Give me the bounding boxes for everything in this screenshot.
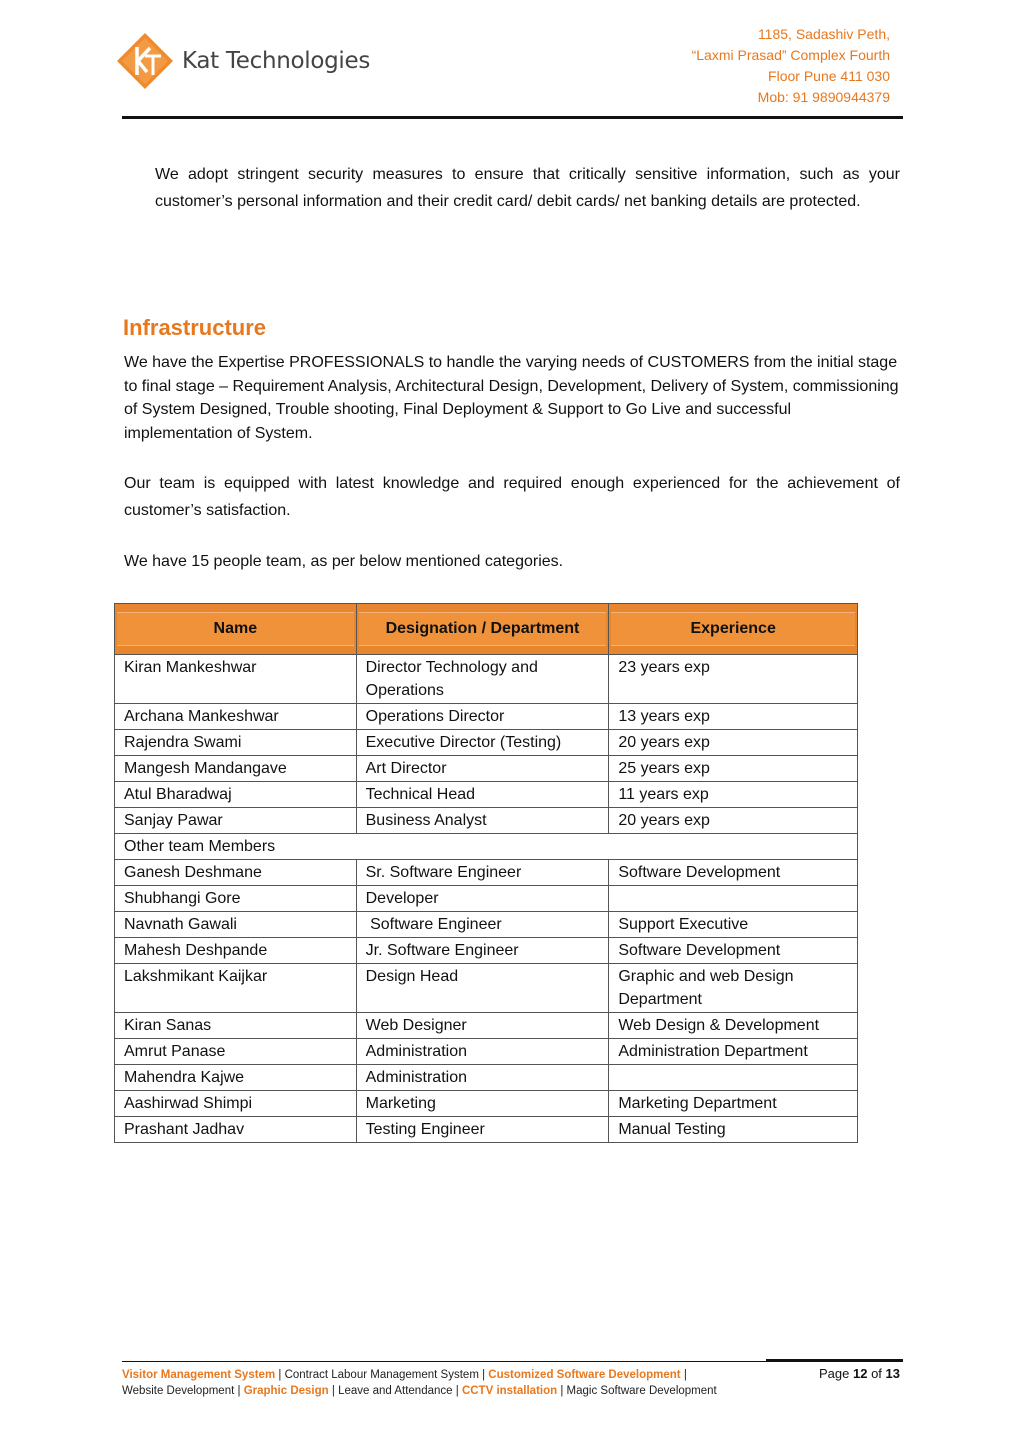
cell-experience: Graphic and web Design Department bbox=[609, 964, 858, 1013]
cell-designation: Director Technology and Operations bbox=[356, 655, 609, 704]
team-paragraph: Our team is equipped with latest knowledge and required enough experienced for the achievement of customer’s satisfaction. bbox=[124, 475, 900, 519]
kat-logo-icon bbox=[116, 32, 174, 90]
table-row bbox=[115, 1013, 858, 1039]
cell-name: Rajendra Swami bbox=[115, 730, 357, 756]
cell-name: Kiran Mankeshwar bbox=[115, 655, 357, 704]
table-row bbox=[115, 1091, 858, 1117]
header-experience: Experience bbox=[609, 604, 858, 655]
cell-name: Ganesh Deshmane bbox=[115, 860, 357, 886]
security-paragraph: We adopt stringent security measures to ensure that critically sensitive information, such as your customer’s personal information and their credit card/ debit cards/ net banking details are protected. bbox=[155, 166, 900, 210]
cell-name: Shubhangi Gore bbox=[115, 886, 357, 912]
other-members-label: Other team Members bbox=[115, 834, 858, 860]
table-header-row bbox=[115, 604, 858, 655]
cell-designation: Administration bbox=[356, 1039, 609, 1065]
cell-experience: Administration Department bbox=[609, 1039, 858, 1065]
footer-service: Customized Software Development bbox=[488, 1369, 681, 1381]
cell-experience: Support Executive bbox=[609, 912, 858, 938]
cell-designation: Technical Head bbox=[356, 782, 609, 808]
footer-service: Magic Software Development bbox=[566, 1385, 717, 1397]
table-row bbox=[115, 1065, 858, 1091]
table-row bbox=[115, 730, 858, 756]
table-row bbox=[115, 912, 858, 938]
cell-experience: Software Development bbox=[609, 938, 858, 964]
cell-name: Atul Bharadwaj bbox=[115, 782, 357, 808]
cell-name: Navnath Gawali bbox=[115, 912, 357, 938]
header-designation: Designation / Department bbox=[356, 604, 609, 655]
table-row bbox=[115, 782, 858, 808]
cell-designation: Developer bbox=[356, 886, 609, 912]
cell-designation: Art Director bbox=[356, 756, 609, 782]
cell-name: Amrut Panase bbox=[115, 1039, 357, 1065]
cell-designation: Executive Director (Testing) bbox=[356, 730, 609, 756]
cell-designation: Jr. Software Engineer bbox=[356, 938, 609, 964]
cell-name: Lakshmikant Kaijkar bbox=[115, 964, 357, 1013]
team-size-paragraph: We have 15 people team, as per below mentioned categories. bbox=[124, 553, 564, 570]
address-line: Floor Pune 411 030 bbox=[768, 68, 890, 84]
cell-name: Aashirwad Shimpi bbox=[115, 1091, 357, 1117]
other-members-row bbox=[115, 834, 858, 860]
cell-experience bbox=[609, 1065, 858, 1091]
footer-services bbox=[122, 1367, 762, 1399]
cell-name: Archana Mankeshwar bbox=[115, 704, 357, 730]
cell-experience: 20 years exp bbox=[609, 808, 858, 834]
infrastructure-paragraph: We have the Expertise PROFESSIONALS to handle the varying needs of CUSTOMERS from the initial stage to final stage – Requirement Analysis, Architectural Design, Development, Delivery of System, commissioning of System Designed, Trouble shooting, Final Deployment & Support to Go Live and successful implementation of System. bbox=[124, 354, 899, 442]
current-page: 12 bbox=[852, 1366, 868, 1381]
table-row bbox=[115, 886, 858, 912]
footer-line-2: Website Development | Graphic Design | Leave and Attendance | CCTV installation | Magic Software Development bbox=[122, 1385, 717, 1397]
cell-designation: Business Analyst bbox=[356, 808, 609, 834]
footer-divider bbox=[122, 1361, 766, 1362]
company-logo bbox=[116, 32, 370, 90]
address-line: Mob: 91 9890944379 bbox=[757, 89, 890, 105]
cell-experience: 11 years exp bbox=[609, 782, 858, 808]
cell-experience: 23 years exp bbox=[609, 655, 858, 704]
footer-service: Graphic Design bbox=[243, 1385, 329, 1397]
table-row bbox=[115, 704, 858, 730]
cell-name: Mahesh Deshpande bbox=[115, 938, 357, 964]
table-row bbox=[115, 756, 858, 782]
cell-name: Prashant Jadhav bbox=[115, 1117, 357, 1143]
cell-designation: Administration bbox=[356, 1065, 609, 1091]
table-row bbox=[115, 860, 858, 886]
cell-name: Mahendra Kajwe bbox=[115, 1065, 357, 1091]
company-address bbox=[692, 24, 890, 108]
total-pages: 13 bbox=[885, 1366, 900, 1381]
cell-designation: Software Engineer bbox=[356, 912, 609, 938]
address-line: “Laxmi Prasad” Complex Fourth bbox=[691, 47, 890, 63]
footer-line-1: Visitor Management System | Contract Labour Management System | Customized Software Development | bbox=[122, 1369, 687, 1381]
footer-service: CCTV installation bbox=[461, 1385, 558, 1397]
footer-service: Contract Labour Management System bbox=[284, 1369, 479, 1381]
header-divider bbox=[122, 116, 903, 119]
table-row bbox=[115, 938, 858, 964]
footer-divider-thick bbox=[766, 1359, 903, 1362]
table-row bbox=[115, 808, 858, 834]
cell-designation: Marketing bbox=[356, 1091, 609, 1117]
cell-experience: 13 years exp bbox=[609, 704, 858, 730]
cell-designation: Operations Director bbox=[356, 704, 609, 730]
table-row bbox=[115, 1039, 858, 1065]
cell-experience: 20 years exp bbox=[609, 730, 858, 756]
address-line: 1185, Sadashiv Peth, bbox=[757, 26, 890, 42]
cell-experience: Software Development bbox=[609, 860, 858, 886]
cell-designation: Sr. Software Engineer bbox=[356, 860, 609, 886]
header-name: Name bbox=[115, 604, 357, 655]
cell-name: Kiran Sanas bbox=[115, 1013, 357, 1039]
company-name: Kat Technologies bbox=[182, 48, 371, 74]
cell-experience: Web Design & Development bbox=[609, 1013, 858, 1039]
cell-experience bbox=[609, 886, 858, 912]
cell-designation: Testing Engineer bbox=[356, 1117, 609, 1143]
team-table bbox=[114, 603, 858, 1143]
section-heading: Infrastructure bbox=[123, 315, 267, 340]
cell-designation: Design Head bbox=[356, 964, 609, 1013]
cell-name: Sanjay Pawar bbox=[115, 808, 357, 834]
cell-experience: Manual Testing bbox=[609, 1117, 858, 1143]
footer-service: Leave and Attendance bbox=[338, 1385, 453, 1397]
table-row bbox=[115, 655, 858, 704]
footer-service: Visitor Management System bbox=[122, 1369, 276, 1381]
footer-service: Website Development bbox=[122, 1385, 235, 1397]
table-row bbox=[115, 964, 858, 1013]
cell-experience: 25 years exp bbox=[609, 756, 858, 782]
cell-designation: Web Designer bbox=[356, 1013, 609, 1039]
cell-name: Mangesh Mandangave bbox=[115, 756, 357, 782]
cell-experience: Marketing Department bbox=[609, 1091, 858, 1117]
page-number: Page 12 of 13 bbox=[818, 1366, 900, 1381]
table-row bbox=[115, 1117, 858, 1143]
